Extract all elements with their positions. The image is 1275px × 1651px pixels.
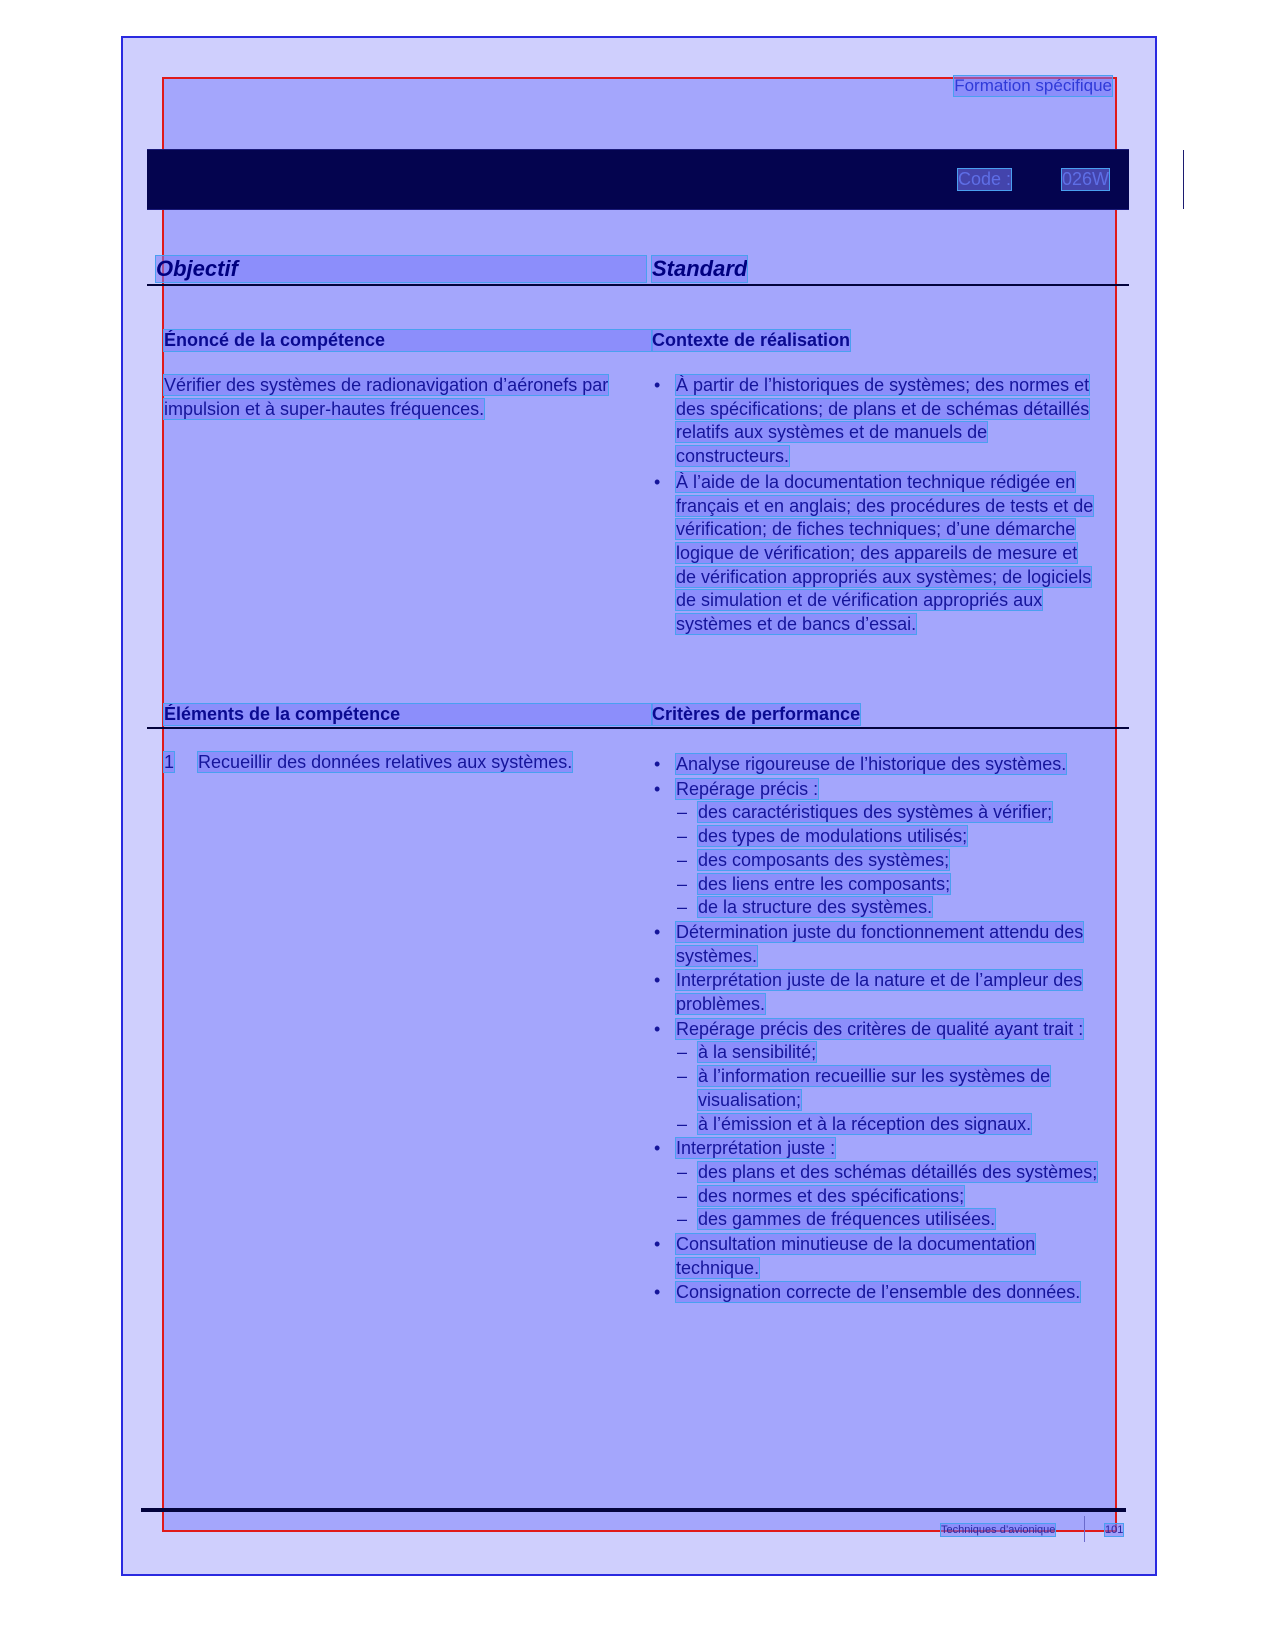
criterion-text: Analyse rigoureuse de l’historique des systèmes. [676,754,1067,774]
context-list [652,374,1102,637]
criterion-sublist [676,1041,1102,1136]
footer-page-number: 101 [1105,1524,1124,1536]
criterion-text: Consignation correcte de l’ensemble des données. [676,1282,1081,1303]
criterion-subitem [676,1113,1102,1137]
criterion-subitem-text: des caractéristiques des systèmes à vérifier; [698,802,1053,823]
context-heading: Contexte de réalisation [652,330,851,350]
element-item [164,751,652,775]
objectif-title: Objectif [156,256,646,282]
elements-heading: Éléments de la compétence [164,704,652,725]
criterion-item [652,1018,1102,1137]
criterion-text: Détermination juste du fonctionnement attendu des systèmes. [676,921,1084,966]
context-item-text: À partir de l’historiques de systèmes; des normes et des spécifications; de plans et de schémas détaillés relatifs aux systèmes et de manuels de constructeurs. [676,375,1090,467]
criterion-subitem-text: des liens entre les composants; [698,873,951,894]
context-item-text: À l’aide de la documentation technique rédigée en français et en anglais; des procédures de tests et de vérification; de fiches techniques; d’une démarche logique de vérification; des appareils de mesure et de vérification appropriés aux systèmes; de logiciels de simulation et de vérification appropriés aux systèmes et de bancs d’essai. [676,471,1094,635]
criterion-sublist [676,1161,1102,1232]
criterion-item [652,921,1102,968]
criterion-subitem-text: des plans et des schémas détaillés des systèmes; [698,1161,1098,1182]
criterion-sublist [676,801,1102,920]
criterion-item [652,1233,1102,1280]
code-label: Code : [958,169,1012,189]
standard-title: Standard [652,256,748,281]
criterion-subitem [676,849,1102,873]
criterion-subitem [676,896,1102,920]
criterion-subitem-text: des composants des systèmes; [698,849,950,870]
header-rule [147,284,1129,286]
context-item [652,471,1102,637]
criterion-subitem-text: à l’information recueillie sur les systèmes de visualisation; [698,1066,1051,1110]
section-rule [147,727,1129,729]
running-title: Formation spécifique [954,76,1112,95]
criterion-subitem [676,873,1102,897]
criterion-text: Interprétation juste : [676,1138,836,1159]
criterion-subitem [676,1161,1102,1185]
criterion-text: Repérage précis : [676,778,819,799]
criterion-item [652,753,1102,777]
competence-statement-text: Vérifier des systèmes de radionavigation d’aéronefs par impulsion et à super-hautes fréquences. [164,375,609,419]
context-item [652,374,1102,469]
competence-heading: Énoncé de la compétence [164,330,652,351]
criterion-item [652,778,1102,920]
criterion-subitem [676,1065,1102,1112]
criterion-subitem-text: des normes et des spécifications; [698,1185,965,1206]
criterion-text: Repérage précis des critères de qualité ayant trait : [676,1018,1084,1039]
criterion-subitem-text: à la sensibilité; [698,1042,817,1063]
criterion-subitem [676,1041,1102,1065]
criterion-subitem [676,801,1102,825]
criterion-text: Consultation minutieuse de la documentation technique. [676,1234,1036,1278]
element-text: Recueillir des données relatives aux systèmes. [198,752,573,772]
footer-rule [141,1508,1126,1512]
criterion-item [652,1281,1102,1305]
criterion-item [652,969,1102,1016]
criterion-subitem-text: de la structure des systèmes. [698,897,933,918]
code-value: 026W [1062,169,1110,189]
criterion-subitem-text: à l’émission et à la réception des signaux. [698,1113,1032,1134]
criterion-item [652,1137,1102,1232]
criterion-text: Interprétation juste de la nature et de l’ampleur des problèmes. [676,970,1083,1015]
criterion-subitem [676,1208,1102,1232]
criterion-subitem [676,1185,1102,1209]
footer-divider [1084,1516,1085,1542]
code-band [147,149,1129,210]
element-number: 1 [164,752,175,772]
criteria-heading: Critères de performance [652,704,861,724]
criterion-subitem-text: des types de modulations utilisés; [698,826,968,847]
criterion-subitem-text: des gammes de fréquences utilisées. [698,1209,996,1230]
footer-program: Techniques d’avionique [941,1524,1056,1536]
criterion-subitem [676,825,1102,849]
criteria-list [652,753,1102,1305]
code-divider [1183,150,1184,209]
competence-statement [164,374,654,421]
